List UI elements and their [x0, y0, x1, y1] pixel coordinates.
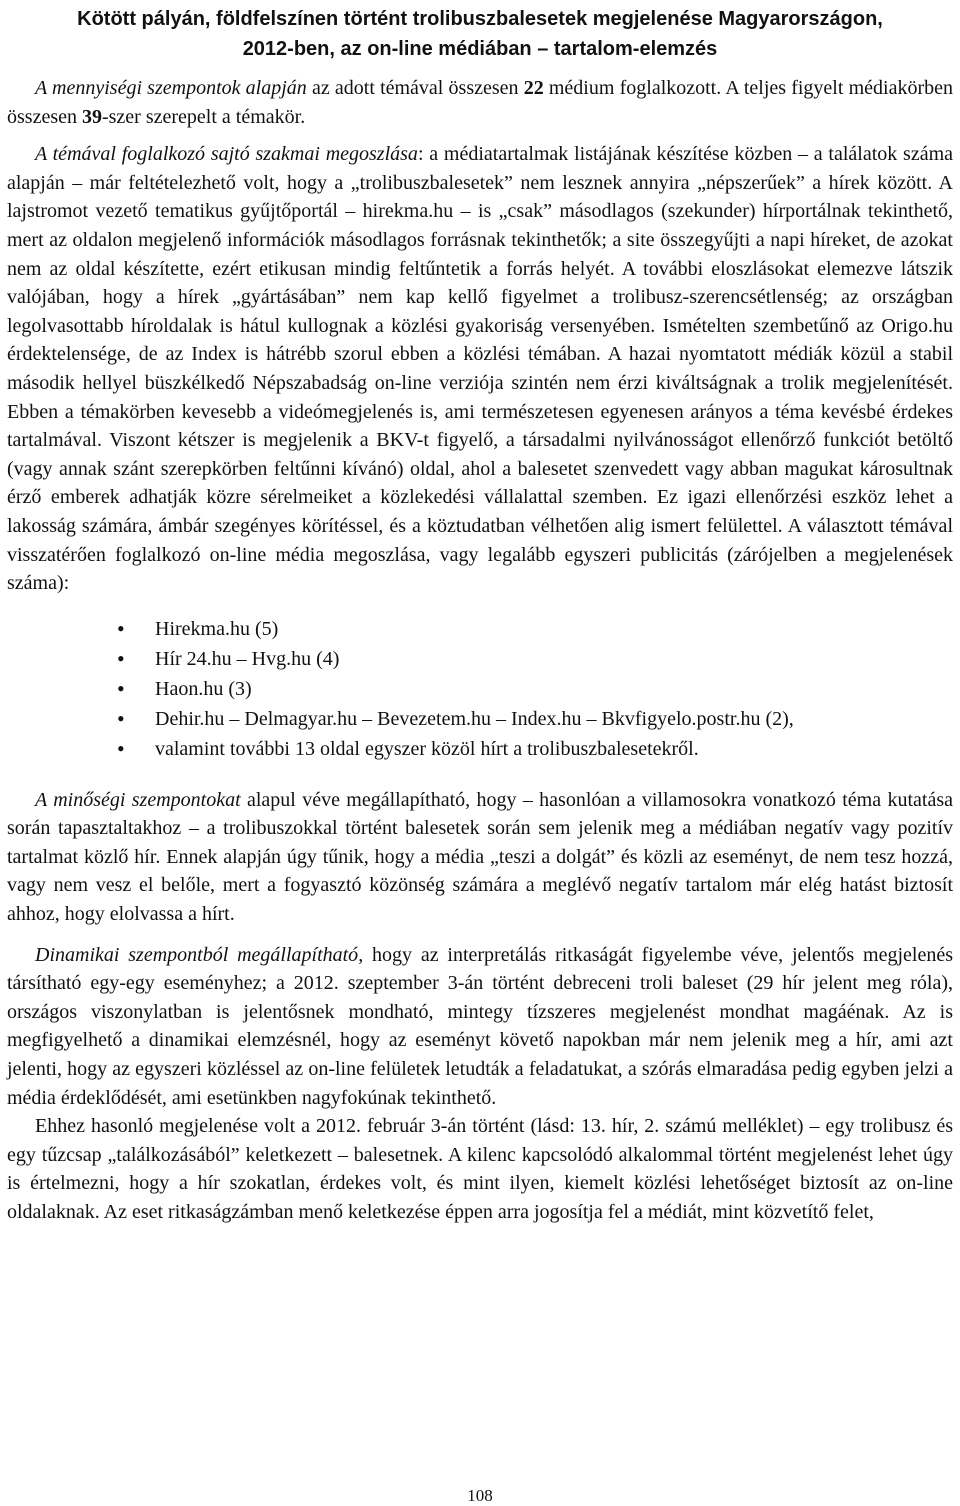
qualitative-text: alapul véve megállapítható, hogy – hasonlóan a villamosokra vonatkozó téma kutatása során tapasztaltakhoz – a trolibuszokkal történt balesetek során sem jelenik meg a médiában negatív vagy pozitív tartalmat közlő hír. Ennek alapján úgy tűnik, hogy a média „teszi a dolgát” és közli az eseményt, de nem tesz hozzá, vagy nem vesz el belőle, mert a fogyasztó közönség számára a meglévő negatív tartalom már elég hatást biztosít ahhoz, hogy elolvassa a hírt. [7, 788, 953, 926]
similar-case-text: Ehhez hasonló megjelenése volt a 2012. február 3-án történt (lásd: 13. hír, 2. számú melléklet) – egy trolibusz és egy tűzcsap „találkozásából” keletkezett – balesetnek. A kilenc kapcsolódó alkalommal történt megjelenést lehet úgy is értelmezni, hogy a hír szokatlan, érdekes volt, és mint ilyen, kiemelt közlési lehetőséget biztosít az on-line oldalaknak. Az eset ritkaságzámban menő keletkezése éppen arra jogosítja fel a médiát, mint közvetítő felet, [7, 1115, 953, 1223]
dynamic-lead: Dinamikai szempontból megállapítható [35, 943, 359, 966]
paragraph-similar-case [7, 1112, 953, 1226]
title-line-1: Kötött pályán, földfelszínen történt trolibuszbalesetek megjelenése Magyarországon, [77, 8, 883, 30]
paragraph-quantity [7, 74, 953, 131]
quantity-text-b: médium foglalkozott. A teljes figyelt médiakörben összesen [7, 77, 953, 128]
page-title [7, 4, 953, 64]
distribution-lead: A témával foglalkozó sajtó szakmai megoszlása [35, 143, 418, 166]
list-item: • Dehir.hu – Delmagyar.hu – Bevezetem.hu – Index.hu – Bkvfigyelo.postr.hu (2), [155, 704, 953, 734]
distribution-text: : a médiatartalmak listájának készítése közben – a találatok száma alapján – már feltételezhető volt, hogy a „trolibuszbalesetek” nem lesznek annyira „népszerűek” a hírek között. A lajstromot vezető tematikus gyűjtőportál – hirekma.hu – is „csak” másodlagos (szekunder) hírportálnak tekinthető, mert az oldalon megjelenő információk másodlagos forrásnak tekinthetők; a site összegyűjti a napi híreket, de azokat nem az oldal készítette, ezért etikusan mindig feltűntetik a forrás helyét. A további eloszlásokat elemezve látszik valójában, hogy a hírek „gyártásában” nem kap kellő figyelmet a trolibusz-szerencsétlenség; az országban legolvasottabb híroldalak is hátul kullognak a közlési gyakoriság versenyében. Ismételten szembetűnő az Origo.hu érdektelensége, de az Index is hátrébb szorul ebben a közlési témában. A hazai nyomtatott médiák közül a stabil második hellyel büszkélkedő Népszabadság on-line verziója szintén nem érzi kiváltságnak a trolik megjelenítését. Ebben a témakörben kevesebb a videómegjelenés is, ami természetesen egyenesen arányos a téma kevésbé érdekes tartalmával. Viszont kétszer is megjelenik a BKV-t figyelő, a társadalmi nyilvánosságot ellenőrző funkciót betöltő (vagy annak szánt szerepkörben feltűnni kívánó) oldal, ahol a balesetet szenvedett vagy abban magukat károsultnak érző emberek adhatják közre sérelmeiket a közlekedési vállalattal szemben. Ez igazi ellenőrzési eszköz lehet a lakosság számára, ámbár szegényes körítéssel, és a köztudatban vélhetően alig ismert felülettel. A választott témával visszatérően foglalkozó on-line média megoszlása, vagy legalább egyszeri publicitás (zárójelben a megjelenések száma): [7, 143, 954, 595]
dynamic-text: , hogy az interpretálás ritkaságát figyelembe véve, jelentős megjelenés társítható egy-egy eseményhez; a 2012. szeptember 3-án történt debreceni troli baleset (29 hír jelent meg róla), országos viszonylatban is jelentősnek mondható, mintegy tízszeres megjelenést mondhat magáénak. Az is megfigyelhető a dinamikai elemzésnél, hogy az eseményt követő napokban már nem jelenik meg a hír, ami azt jelenti, hogy az egyszeri közléssel az on-line felületek letudták a feladatukat, a szórás elmaradása pedig egyben jelzi a média érdeklődését, ami esetünkben nagyfokúnak tekinthető. [7, 943, 953, 1109]
quantity-lead: A mennyiségi szempontok alapján [35, 77, 307, 99]
list-item: • Haon.hu (3) [155, 674, 953, 704]
list-item: • Hirekma.hu (5) [155, 614, 953, 644]
media-list [7, 614, 953, 764]
paragraph-professional-distribution [7, 140, 953, 598]
quantity-text-a: az adott témával összesen [306, 77, 524, 99]
title-line-2: 2012-ben, az on-line médiában – tartalom-elemzés [242, 38, 718, 60]
page-number: 108 [467, 1486, 493, 1505]
document-page [7, 0, 953, 1227]
paragraph-dynamic [7, 941, 953, 1113]
paragraph-qualitative [7, 786, 953, 929]
qualitative-lead: A minőségi szempontokat [35, 788, 241, 811]
list-item: • Hír 24.hu – Hvg.hu (4) [155, 644, 953, 674]
list-item: • valamint további 13 oldal egyszer közöl hírt a trolibuszbalesetekről. [155, 734, 953, 764]
appearance-count: 39 [81, 105, 102, 128]
quantity-text-c: -szer szerepelt a témakör. [101, 105, 306, 128]
media-count: 22 [523, 77, 544, 99]
